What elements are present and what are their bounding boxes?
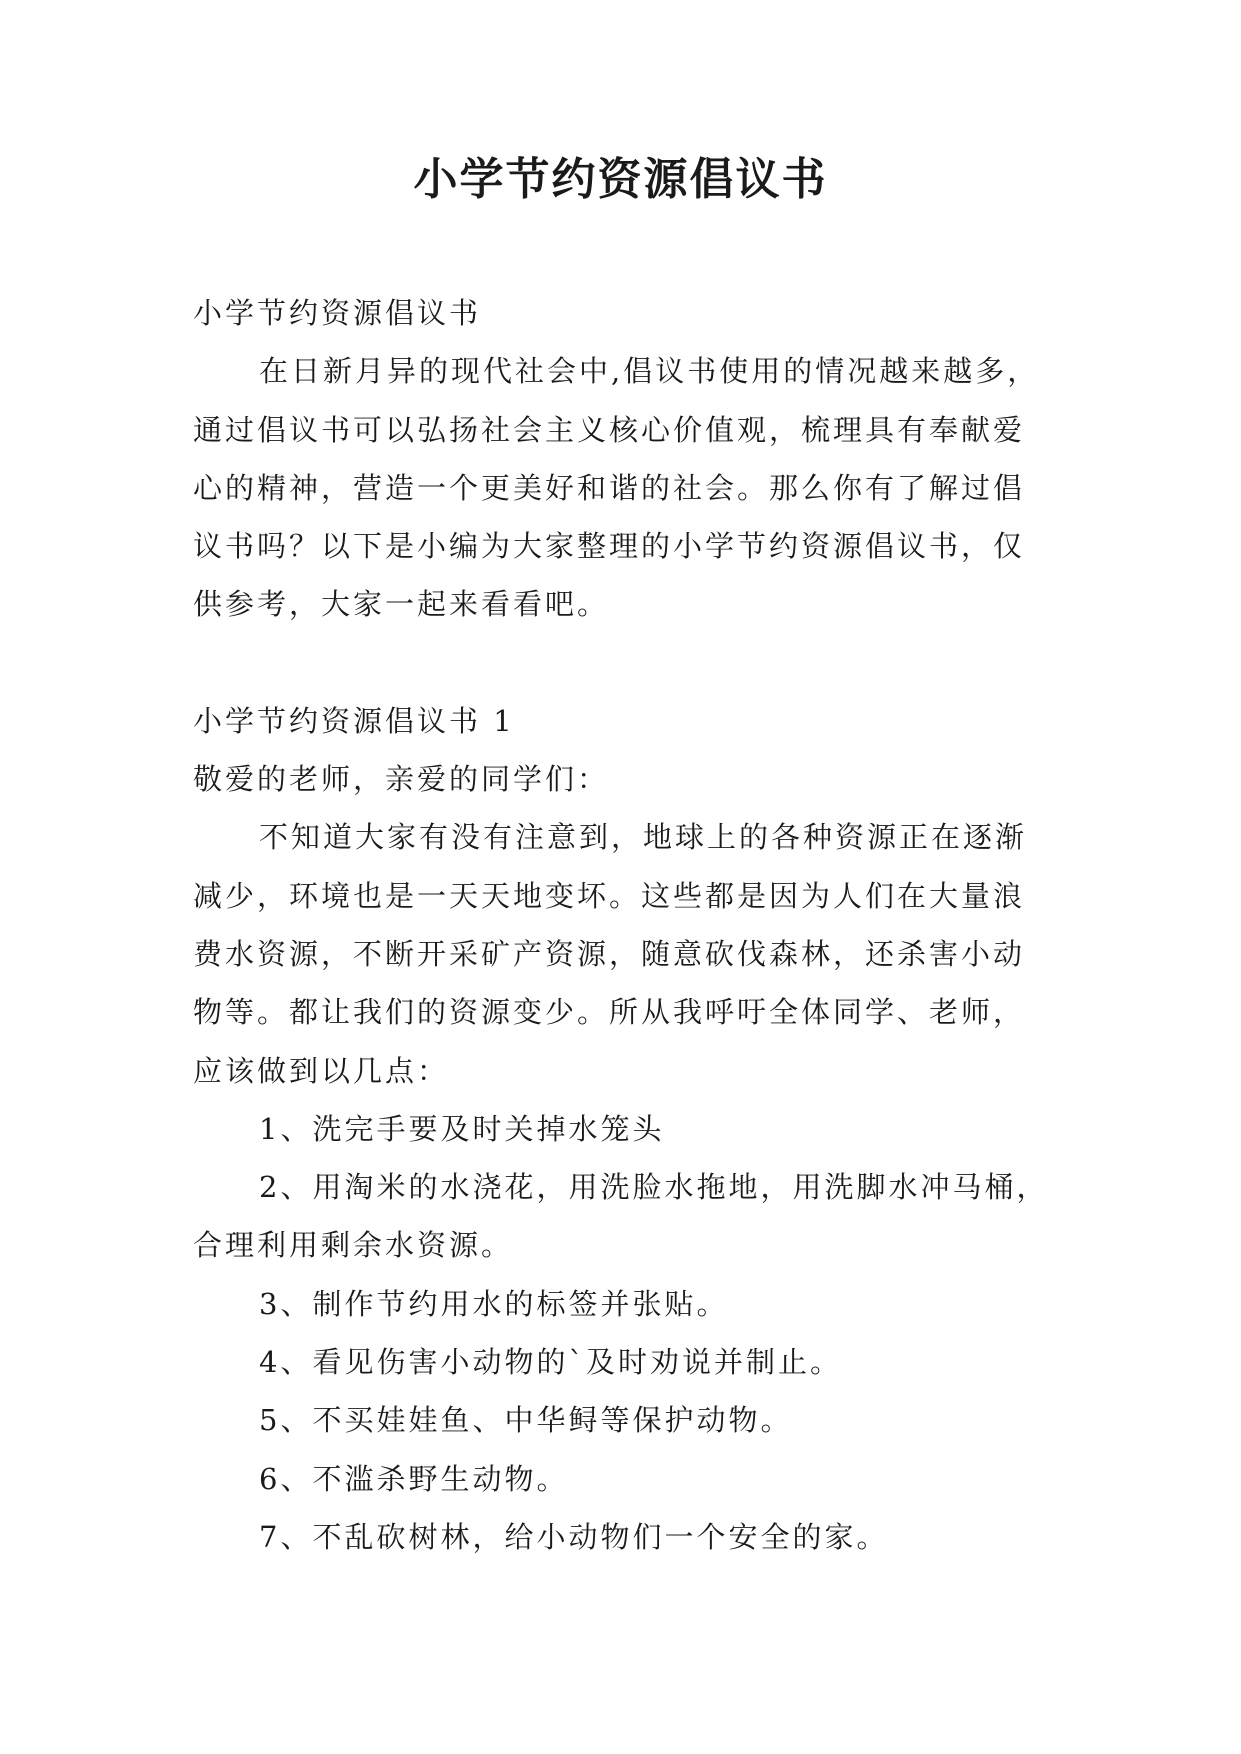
- list-item: 2、用淘米的水浇花，用洗脸水拖地，用洗脚水冲马桶，: [259, 1170, 1049, 1205]
- intro-heading: 小学节约资源倡议书: [193, 296, 482, 330]
- list-item: 1、洗完手要及时关掉水笼头: [259, 1111, 665, 1146]
- document-body: [193, 284, 1063, 1566]
- intro-paragraph-line: 供参考，大家一起来看看吧。: [193, 587, 610, 622]
- section1-paragraph-line: 应该做到以几点：: [193, 1053, 450, 1088]
- section-spacer: [193, 634, 1063, 692]
- section1-paragraph-line: 减少，环境也是一天天地变坏。这些都是因为人们在大量浪: [193, 878, 1026, 913]
- section1-paragraph-line: 物等。都让我们的资源变少。所从我呼吁全体同学、老师，: [193, 995, 1026, 1030]
- intro-paragraph-line: 通过倡议书可以弘扬社会主义核心价值观，梳理具有奉献爱: [193, 412, 1026, 447]
- list-item: 4、看见伤害小动物的`及时劝说并制止。: [259, 1345, 842, 1380]
- list-item-continuation: 合理利用剩余水资源。: [193, 1228, 514, 1263]
- list-item: 6、不滥杀野生动物。: [259, 1461, 569, 1496]
- intro-paragraph-line: 议书吗？以下是小编为大家整理的小学节约资源倡议书，仅: [193, 529, 1026, 564]
- list-item: 3、制作节约用水的标签并张贴。: [259, 1286, 729, 1321]
- section1-heading: 小学节约资源倡议书 1: [193, 703, 515, 738]
- section1-paragraph-line: 不知道大家有没有注意到，地球上的各种资源正在逐渐: [259, 820, 1028, 855]
- document-title: 小学节约资源倡议书: [413, 154, 828, 205]
- section1-paragraph-line: 费水资源，不断开采矿产资源，随意砍伐森林，还杀害小动: [193, 936, 1026, 971]
- intro-paragraph-line: 心的精神，营造一个更美好和谐的社会。那么你有了解过倡: [193, 470, 1026, 505]
- list-item: 7、不乱砍树林，给小动物们一个安全的家。: [259, 1519, 889, 1554]
- salutation: 敬爱的老师，亲爱的同学们：: [193, 762, 610, 797]
- intro-paragraph-line: 在日新月异的现代社会中,倡议书使用的情况越来越多，: [259, 354, 1040, 389]
- list-item: 5、不买娃娃鱼、中华鲟等保护动物。: [259, 1403, 793, 1438]
